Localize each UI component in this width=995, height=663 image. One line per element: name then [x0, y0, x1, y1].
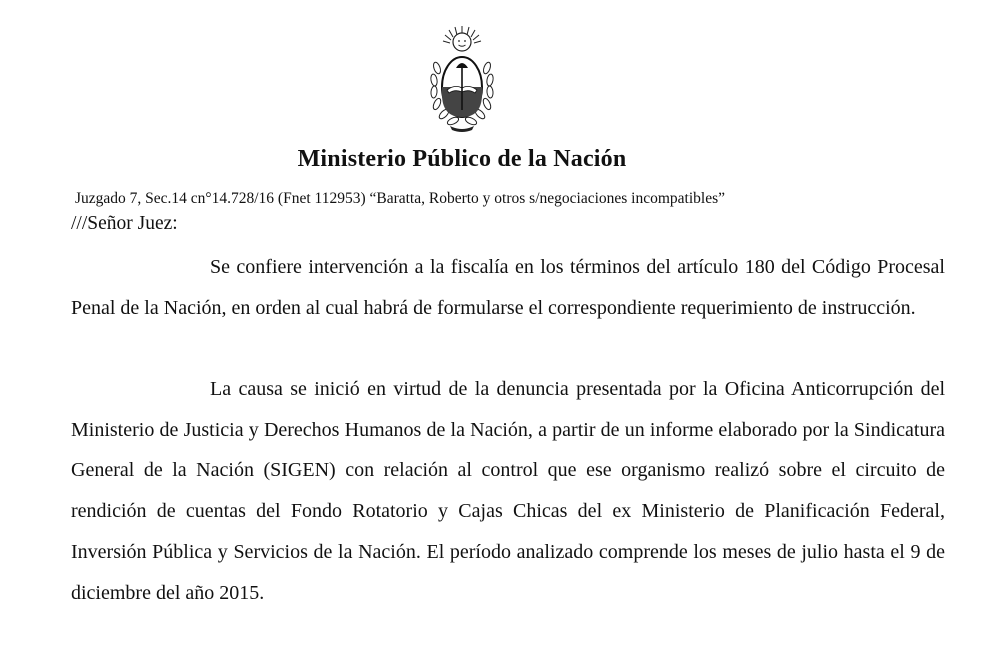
salutation: ///Señor Juez: — [71, 213, 178, 234]
case-caption: Juzgado 7, Sec.14 cn°14.728/16 (Fnet 112953) “Baratta, Roberto y otros s/negociaciones incompatibles” — [75, 190, 726, 207]
argentina-coat-of-arms-icon — [425, 24, 499, 134]
paragraph-case-origin: La causa se inició en virtud de la denuncia presentada por la Oficina Anticorrupción del Ministerio de Justicia y Derechos Humanos de la Nación, a partir de un informe elaborado por la Sindicatura General de la Nación (SIGEN) con relación al control que ese organismo realizó sobre el circuito de rendición de cuentas del Fondo Rotatorio y Cajas Chicas del ex Ministerio de Planificación Federal, Inversión Pública y Servicios de la Nación. El período analizado comprende los meses de julio hasta el 9 de diciembre del año 2015. — [71, 378, 945, 604]
document-title: Ministerio Público de la Nación — [297, 146, 627, 172]
paragraph-intervention: Se confiere intervención a la fiscalía en los términos del artículo 180 del Código Procesal Penal de la Nación, en orden al cual habrá de formularse el correspondiente requerimiento de instrucción. — [71, 256, 945, 319]
